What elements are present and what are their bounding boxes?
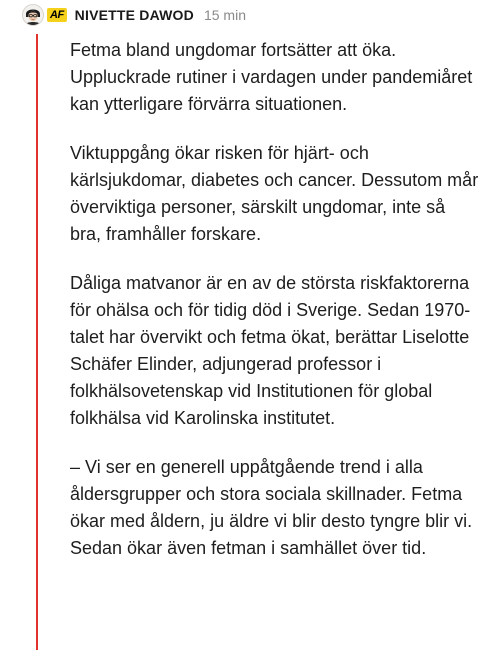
brand-badge: AF	[47, 8, 67, 22]
author-avatar-icon[interactable]	[22, 4, 44, 26]
timestamp: 15 min	[203, 7, 246, 23]
byline	[22, 3, 246, 27]
article-paragraph: – Vi ser en generell uppåtgående trend i alla åldersgrupper och stora sociala skillnader. Fetma ökar med åldern, ju äldre vi blir desto tyngre blir vi. Sedan ökar även fetman i samhället över tid.	[70, 457, 473, 558]
article-accent-rule	[36, 34, 38, 650]
article-paragraph: Viktuppgång ökar risken för hjärt- och kärlsjukdomar, diabetes och cancer. Dessutom mår överviktiga personer, särskilt ungdomar, inte så bra, framhåller forskare.	[70, 143, 479, 244]
article-body	[70, 37, 480, 584]
author-name[interactable]: NIVETTE DAWOD	[74, 7, 194, 23]
article-paragraph: Fetma bland ungdomar fortsätter att öka. Uppluckrade rutiner i vardagen under pandemiåret kan ytterligare förvärra situationen.	[70, 40, 473, 114]
article-paragraph: Dåliga matvanor är en av de största riskfaktorerna för ohälsa och för tidig död i Sverige. Sedan 1970-talet har övervikt och fetma ökat, berättar Liselotte Schäfer Elinder, adjungerad professor i folkhälsovetenskap vid Institutionen för global folkhälsa vid Karolinska institutet.	[70, 273, 471, 428]
